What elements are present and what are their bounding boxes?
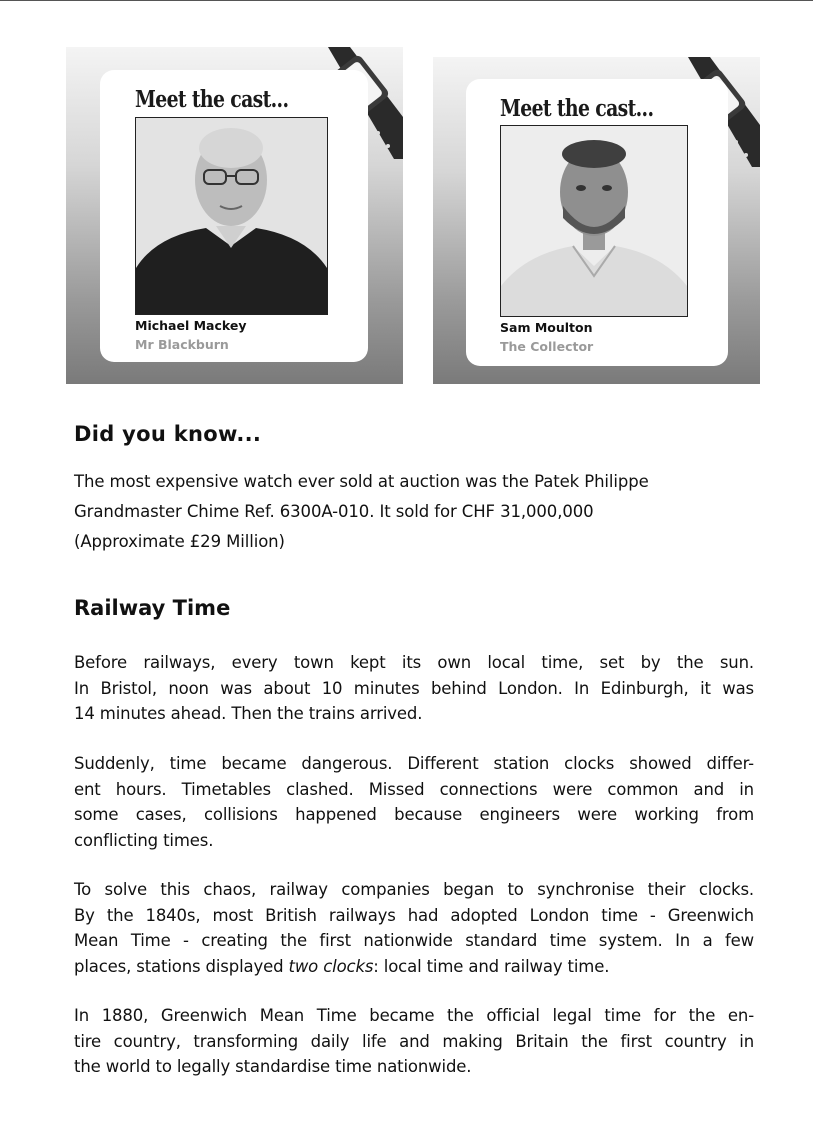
cast-card-michael-mackey [66,47,403,384]
text-line: To solve this chaos, railway companies began to synchronise their clocks. [74,880,754,899]
text-line: 14 minutes ahead. Then the trains arrived. [74,704,423,723]
text-line: Mean Time - creating the first nationwide standard time system. In a few [74,931,754,950]
cast-role: The Collector [500,339,594,354]
text-line: (Approximate £29 Million) [74,532,285,551]
paragraph [74,877,754,979]
cast-photo [500,125,688,317]
text-line: Before railways, every town kept its own local time, set by the sun. [74,653,754,672]
text-run: places, stations displayed [74,956,289,976]
text-line: In 1880, Greenwich Mean Time became the official legal time for the en- [74,1006,754,1025]
railway-time-heading: Railway Time [74,596,231,620]
paragraph [74,751,754,853]
text-line: By the 1840s, most British railways had adopted London time - Greenwich [74,905,754,925]
text-line [74,954,754,980]
cast-name: Sam Moulton [500,320,593,335]
cast-card-panel [466,79,728,366]
text-line: some cases, collisions happened because engineers were working from [74,805,754,824]
cast-card-sam-moulton [433,57,760,384]
cast-heading: Meet the cast... [500,95,654,122]
cast-name: Michael Mackey [135,318,247,333]
text-line: conflicting times. [74,830,214,850]
cast-card-panel [100,70,368,362]
text-line: ent hours. Timetables clashed. Missed connections were common and in [74,779,754,799]
portrait-image [136,118,327,314]
did-you-know-text [74,467,754,557]
paragraph [74,650,754,727]
text-line: Grandmaster Chime Ref. 6300A-010. It sold for CHF 31,000,000 [74,502,594,521]
paragraph [74,1003,754,1080]
top-rule [0,0,813,1]
text-run: : local time and railway time. [373,956,610,976]
text-line: The most expensive watch ever sold at auction was the Patek Philippe [74,472,649,491]
cast-role: Mr Blackburn [135,337,229,352]
text-line: tire country, transforming daily life and making Britain the first country in [74,1031,754,1051]
cast-heading: Meet the cast... [135,86,289,113]
text-line: Suddenly, time became dangerous. Different station clocks showed differ- [74,754,754,773]
cast-photo [135,117,328,315]
did-you-know-heading: Did you know... [74,422,262,446]
portrait-image [501,126,687,316]
text-line: In Bristol, noon was about 10 minutes behind London. In Edinburgh, it was [74,678,754,698]
text-line: the world to legally standardise time nationwide. [74,1057,472,1076]
emphasis-text: two clocks [288,956,374,976]
